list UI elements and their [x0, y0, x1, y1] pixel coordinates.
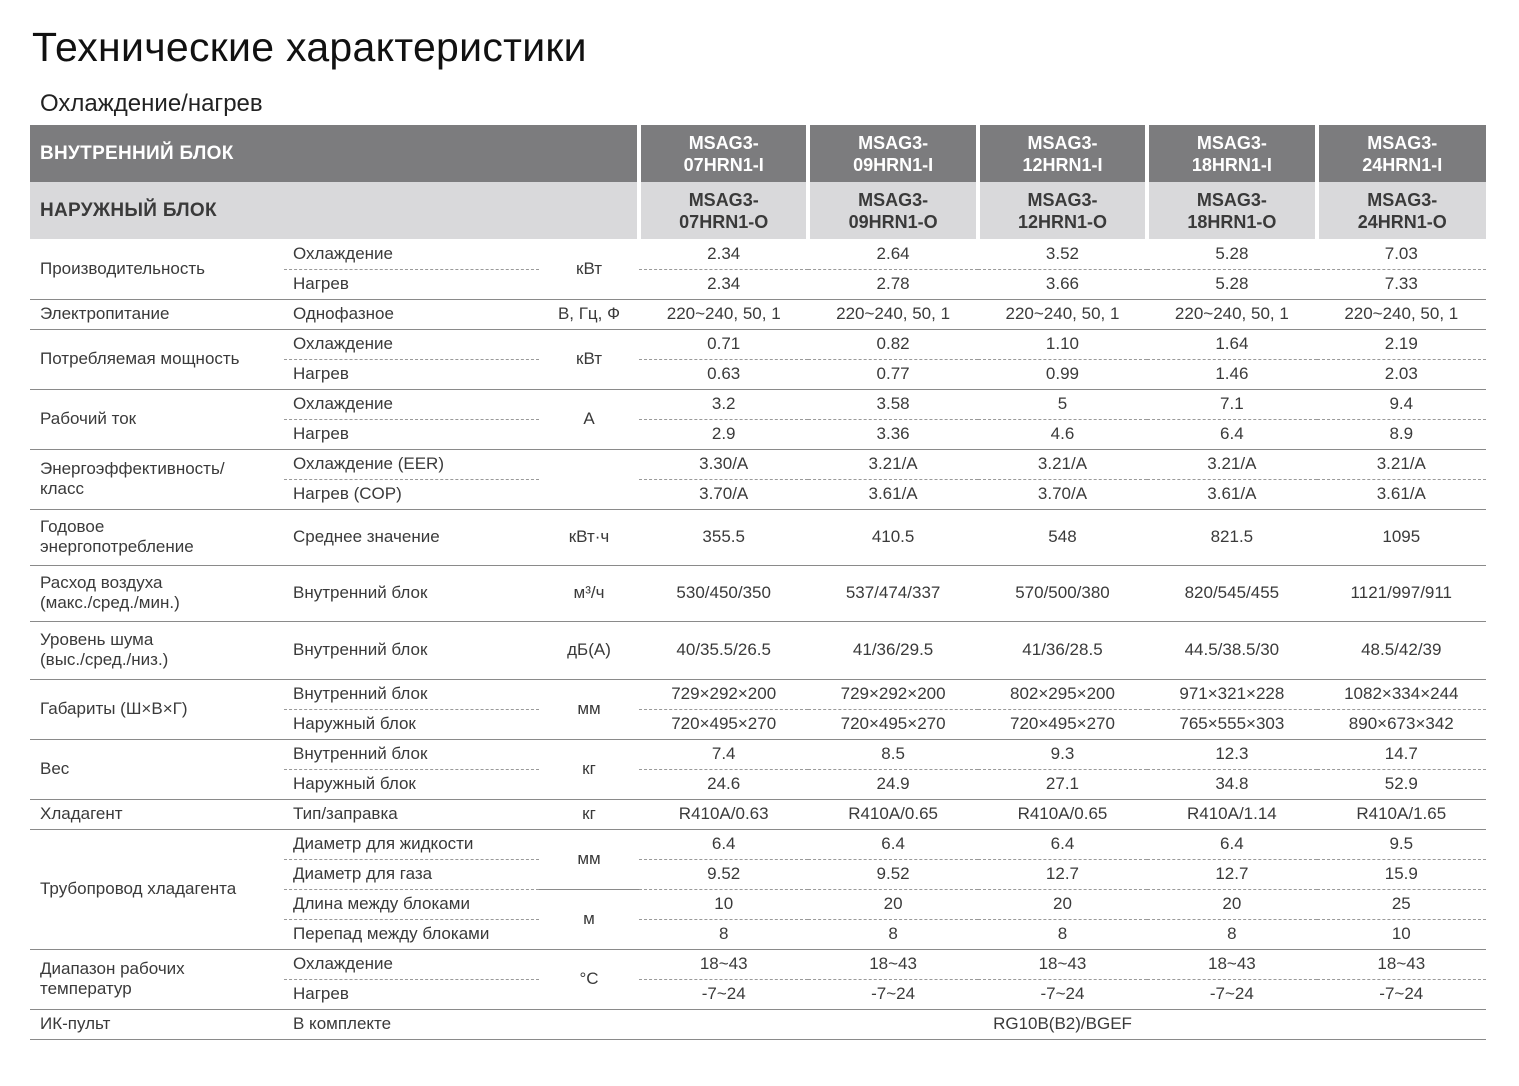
indoor-model: MSAG3- 18HRN1-I	[1147, 125, 1316, 182]
sub-param-name: Нагрев (COP)	[284, 479, 539, 509]
value-cell: 2.9	[639, 419, 808, 449]
table-row	[30, 829, 1486, 859]
value-cell: 12.7	[978, 859, 1147, 889]
table-row	[30, 679, 1486, 709]
value-cell: 25	[1317, 889, 1486, 919]
value-cell: 1.10	[978, 329, 1147, 359]
value-cell: 720×495×270	[639, 709, 808, 739]
value-cell: 220~240, 50, 1	[978, 299, 1147, 329]
value-cell: 27.1	[978, 769, 1147, 799]
value-cell: 8	[639, 919, 808, 949]
param-name: ИК-пульт	[30, 1009, 284, 1039]
value-cell: 720×495×270	[978, 709, 1147, 739]
sub-param-name: Нагрев	[284, 979, 539, 1009]
value-cell: 2.34	[639, 269, 808, 299]
value-cell: -7~24	[639, 979, 808, 1009]
value-cell: R410A/1.65	[1317, 799, 1486, 829]
unit-cell: кг	[539, 799, 639, 829]
value-cell: 3.21/A	[808, 449, 977, 479]
value-cell: 20	[1147, 889, 1316, 919]
value-cell: -7~24	[978, 979, 1147, 1009]
sub-param-name: Охлаждение	[284, 949, 539, 979]
table-row	[30, 949, 1486, 979]
value-cell: 890×673×342	[1317, 709, 1486, 739]
table-row	[30, 329, 1486, 359]
value-cell: 12.3	[1147, 739, 1316, 769]
value-cell: 18~43	[978, 949, 1147, 979]
unit-cell: м³/ч	[539, 565, 639, 621]
param-name: Вес	[30, 739, 284, 799]
value-cell: 40/35.5/26.5	[639, 621, 808, 679]
unit-cell: м	[539, 889, 639, 949]
value-cell: 18~43	[639, 949, 808, 979]
value-cell: 3.36	[808, 419, 977, 449]
table-row	[30, 389, 1486, 419]
value-cell: 8	[1147, 919, 1316, 949]
outdoor-model: MSAG3- 18HRN1-O	[1147, 182, 1316, 239]
value-cell: 18~43	[1317, 949, 1486, 979]
value-cell: 0.77	[808, 359, 977, 389]
indoor-model: MSAG3- 07HRN1-I	[639, 125, 808, 182]
value-cell: 537/474/337	[808, 565, 977, 621]
param-name: Габариты (Ш×В×Г)	[30, 679, 284, 739]
value-cell: 24.6	[639, 769, 808, 799]
indoor-model: MSAG3- 12HRN1-I	[978, 125, 1147, 182]
sub-param-name: Тип/заправка	[284, 799, 539, 829]
value-cell: 820/545/455	[1147, 565, 1316, 621]
value-cell: 821.5	[1147, 509, 1316, 565]
value-cell: 220~240, 50, 1	[808, 299, 977, 329]
param-name: Рабочий ток	[30, 389, 284, 449]
page-title: Технические характеристики	[32, 24, 587, 70]
outdoor-model: MSAG3- 09HRN1-O	[808, 182, 977, 239]
value-cell: 802×295×200	[978, 679, 1147, 709]
sub-param-name: В комплекте	[284, 1009, 539, 1039]
value-cell: 1095	[1317, 509, 1486, 565]
value-cell: 729×292×200	[639, 679, 808, 709]
outdoor-model: MSAG3- 24HRN1-O	[1317, 182, 1486, 239]
sub-param-name: Перепад между блоками	[284, 919, 539, 949]
value-cell: 18~43	[808, 949, 977, 979]
value-cell: 8	[978, 919, 1147, 949]
sub-param-name: Внутренний блок	[284, 565, 539, 621]
value-cell: 15.9	[1317, 859, 1486, 889]
value-cell: R410A/1.14	[1147, 799, 1316, 829]
param-name: Трубопровод хладагента	[30, 829, 284, 949]
value-cell: 220~240, 50, 1	[1317, 299, 1486, 329]
indoor-unit-label: ВНУТРЕННИЙ БЛОК	[30, 125, 639, 182]
param-name: Производительность	[30, 239, 284, 299]
table-row	[30, 449, 1486, 479]
sub-param-name: Внутренний блок	[284, 739, 539, 769]
sub-param-name: Внутренний блок	[284, 621, 539, 679]
unit-cell: кВт	[539, 329, 639, 389]
unit-cell: кВт	[539, 239, 639, 299]
param-name: Энергоэффективность/ класс	[30, 449, 284, 509]
indoor-model: MSAG3- 24HRN1-I	[1317, 125, 1486, 182]
param-name: Диапазон рабочих температур	[30, 949, 284, 1009]
value-cell: 765×555×303	[1147, 709, 1316, 739]
outdoor-model: MSAG3- 07HRN1-O	[639, 182, 808, 239]
sub-param-name: Наружный блок	[284, 709, 539, 739]
value-cell: RG10B(B2)/BGEF	[639, 1009, 1486, 1039]
table-row	[30, 739, 1486, 769]
value-cell: 729×292×200	[808, 679, 977, 709]
value-cell: 0.82	[808, 329, 977, 359]
table-row	[30, 621, 1486, 679]
value-cell: 52.9	[1317, 769, 1486, 799]
value-cell: 570/500/380	[978, 565, 1147, 621]
value-cell: R410A/0.65	[978, 799, 1147, 829]
value-cell: 20	[808, 889, 977, 919]
sub-param-name: Длина между блоками	[284, 889, 539, 919]
sub-param-name: Охлаждение (EER)	[284, 449, 539, 479]
table-row	[30, 239, 1486, 269]
value-cell: 1121/997/911	[1317, 565, 1486, 621]
sub-param-name: Диаметр для газа	[284, 859, 539, 889]
value-cell: 3.30/A	[639, 449, 808, 479]
unit-cell: мм	[539, 679, 639, 739]
unit-cell: В, Гц, Ф	[539, 299, 639, 329]
value-cell: 1082×334×244	[1317, 679, 1486, 709]
value-cell: 0.63	[639, 359, 808, 389]
value-cell: 24.9	[808, 769, 977, 799]
sub-param-name: Охлаждение	[284, 239, 539, 269]
value-cell: 1.64	[1147, 329, 1316, 359]
value-cell: 3.21/A	[978, 449, 1147, 479]
value-cell: 20	[978, 889, 1147, 919]
param-name: Расход воздуха (макс./сред./мин.)	[30, 565, 284, 621]
value-cell: 44.5/38.5/30	[1147, 621, 1316, 679]
value-cell: 3.52	[978, 239, 1147, 269]
value-cell: 6.4	[978, 829, 1147, 859]
value-cell: 12.7	[1147, 859, 1316, 889]
value-cell: 7.03	[1317, 239, 1486, 269]
value-cell: 6.4	[808, 829, 977, 859]
value-cell: 8.5	[808, 739, 977, 769]
value-cell: 2.78	[808, 269, 977, 299]
value-cell: 3.61/A	[808, 479, 977, 509]
value-cell: 2.64	[808, 239, 977, 269]
value-cell: -7~24	[1317, 979, 1486, 1009]
value-cell: 8.9	[1317, 419, 1486, 449]
unit-cell: дБ(А)	[539, 621, 639, 679]
value-cell: 3.61/A	[1317, 479, 1486, 509]
value-cell: 220~240, 50, 1	[639, 299, 808, 329]
value-cell: 9.3	[978, 739, 1147, 769]
value-cell: 3.21/A	[1147, 449, 1316, 479]
table-row	[30, 565, 1486, 621]
table-row	[30, 299, 1486, 329]
value-cell: 5.28	[1147, 269, 1316, 299]
table-row	[30, 799, 1486, 829]
sub-param-name: Нагрев	[284, 269, 539, 299]
value-cell: -7~24	[1147, 979, 1316, 1009]
param-name: Хладагент	[30, 799, 284, 829]
outdoor-unit-label: НАРУЖНЫЙ БЛОК	[30, 182, 639, 239]
value-cell: 2.19	[1317, 329, 1486, 359]
value-cell: 3.58	[808, 389, 977, 419]
sub-param-name: Охлаждение	[284, 389, 539, 419]
value-cell: 18~43	[1147, 949, 1316, 979]
sub-param-name: Диаметр для жидкости	[284, 829, 539, 859]
param-name: Электропитание	[30, 299, 284, 329]
value-cell: 720×495×270	[808, 709, 977, 739]
value-cell: 41/36/29.5	[808, 621, 977, 679]
indoor-header-row	[30, 125, 1486, 182]
value-cell: 41/36/28.5	[978, 621, 1147, 679]
value-cell: 48.5/42/39	[1317, 621, 1486, 679]
unit-cell	[539, 1009, 639, 1039]
unit-cell: °C	[539, 949, 639, 1009]
value-cell: 3.2	[639, 389, 808, 419]
spec-table	[30, 125, 1486, 1040]
value-cell: 7.4	[639, 739, 808, 769]
unit-cell	[539, 449, 639, 509]
value-cell: 0.99	[978, 359, 1147, 389]
value-cell: 1.46	[1147, 359, 1316, 389]
unit-cell: мм	[539, 829, 639, 889]
value-cell: 9.52	[639, 859, 808, 889]
param-name: Годовое энергопотребление	[30, 509, 284, 565]
value-cell: R410A/0.63	[639, 799, 808, 829]
value-cell: 355.5	[639, 509, 808, 565]
param-name: Потребляемая мощность	[30, 329, 284, 389]
value-cell: 7.1	[1147, 389, 1316, 419]
value-cell: 7.33	[1317, 269, 1486, 299]
value-cell: 10	[639, 889, 808, 919]
value-cell: 410.5	[808, 509, 977, 565]
table-row	[30, 1009, 1486, 1039]
value-cell: 2.03	[1317, 359, 1486, 389]
value-cell: 2.34	[639, 239, 808, 269]
value-cell: 3.66	[978, 269, 1147, 299]
value-cell: 548	[978, 509, 1147, 565]
value-cell: 14.7	[1317, 739, 1486, 769]
outdoor-header-row	[30, 182, 1486, 239]
sub-param-name: Однофазное	[284, 299, 539, 329]
value-cell: 4.6	[978, 419, 1147, 449]
value-cell: 3.70/A	[978, 479, 1147, 509]
value-cell: 3.70/A	[639, 479, 808, 509]
section-subtitle: Охлаждение/нагрев	[40, 90, 263, 117]
sub-param-name: Нагрев	[284, 359, 539, 389]
unit-cell: кг	[539, 739, 639, 799]
sub-param-name: Охлаждение	[284, 329, 539, 359]
unit-cell: А	[539, 389, 639, 449]
sub-param-name: Внутренний блок	[284, 679, 539, 709]
table-row	[30, 509, 1486, 565]
value-cell: 530/450/350	[639, 565, 808, 621]
indoor-model: MSAG3- 09HRN1-I	[808, 125, 977, 182]
value-cell: 34.8	[1147, 769, 1316, 799]
value-cell: 3.21/A	[1317, 449, 1486, 479]
value-cell: 0.71	[639, 329, 808, 359]
outdoor-model: MSAG3- 12HRN1-O	[978, 182, 1147, 239]
value-cell: 3.61/A	[1147, 479, 1316, 509]
param-name: Уровень шума (выс./сред./низ.)	[30, 621, 284, 679]
sub-param-name: Нагрев	[284, 419, 539, 449]
value-cell: 10	[1317, 919, 1486, 949]
value-cell: 5	[978, 389, 1147, 419]
value-cell: 6.4	[1147, 419, 1316, 449]
unit-cell: кВт·ч	[539, 509, 639, 565]
value-cell: 9.5	[1317, 829, 1486, 859]
value-cell: 9.4	[1317, 389, 1486, 419]
value-cell: 8	[808, 919, 977, 949]
value-cell: 220~240, 50, 1	[1147, 299, 1316, 329]
value-cell: 6.4	[639, 829, 808, 859]
value-cell: 6.4	[1147, 829, 1316, 859]
value-cell: 971×321×228	[1147, 679, 1316, 709]
value-cell: 9.52	[808, 859, 977, 889]
value-cell: 5.28	[1147, 239, 1316, 269]
sub-param-name: Среднее значение	[284, 509, 539, 565]
value-cell: R410A/0.65	[808, 799, 977, 829]
sub-param-name: Наружный блок	[284, 769, 539, 799]
value-cell: -7~24	[808, 979, 977, 1009]
